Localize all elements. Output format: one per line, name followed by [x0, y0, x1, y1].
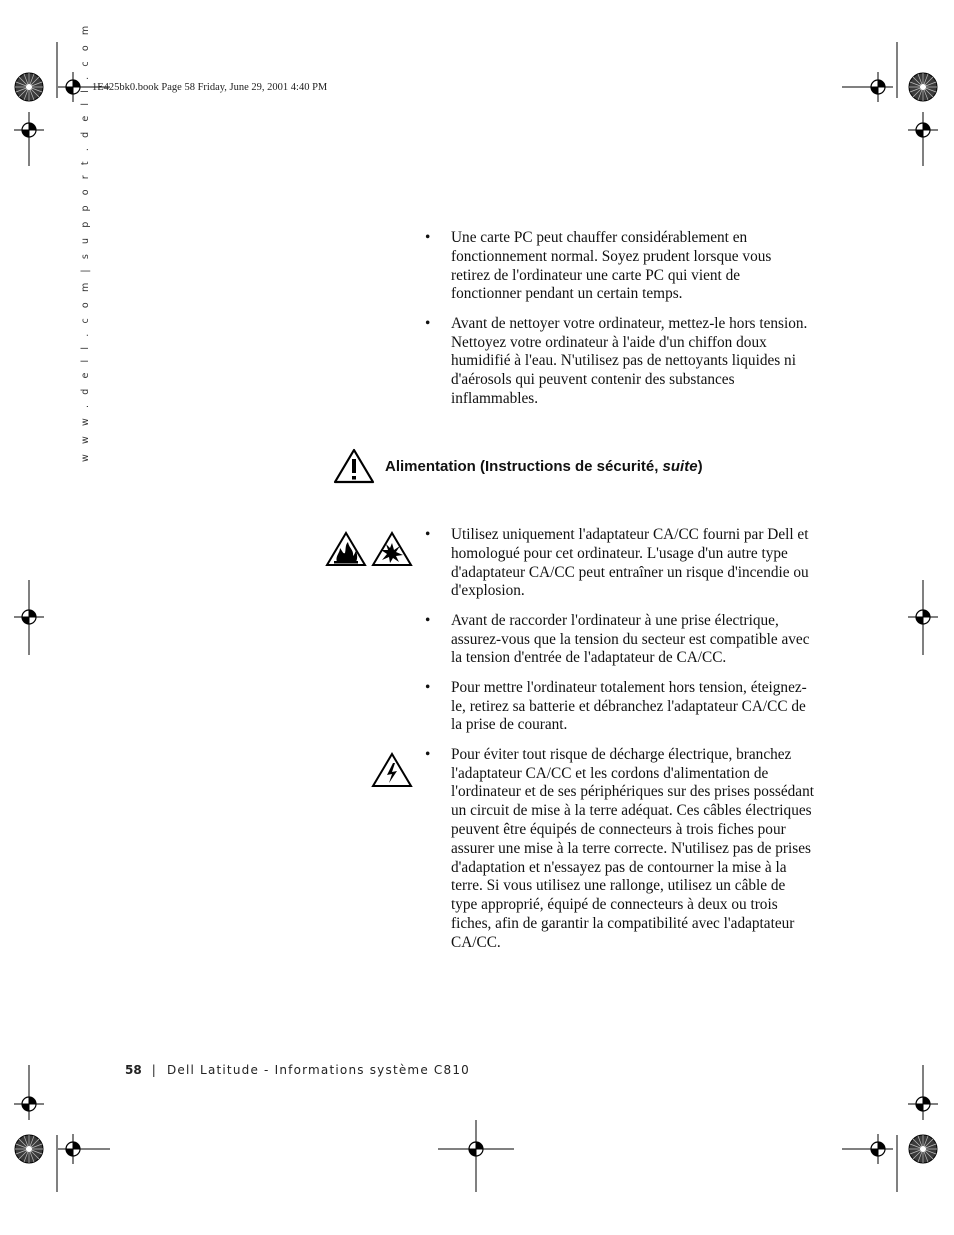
- section2-list: [424, 526, 814, 963]
- footer-separator: |: [151, 1063, 157, 1077]
- footer-title: Dell Latitude - Informations système C810: [166, 1063, 470, 1077]
- section1-list: [424, 229, 814, 419]
- list-item: • Pour éviter tout risque de décharge électrique, branchez l'adaptateur CA/CC et les cordons d'alimentation de l'ordinateur et de ses périphériques sur des prises possédant un circuit de mise à la terre adéquat. Ces câbles électriques peuvent être équipés de connecteurs à trois fiches pour assurer une mise à la terre correcte. N'utilisez pas de prises d'adaptation et n'essayez pas de contourner la mise à la terre. Si vous utilisez une rallonge, utilisez un câble de type approprié, équipé de connecteurs à deux ou trois fiches, afin de garantir la compatibilité avec l'adaptateur CA/CC.: [424, 746, 814, 953]
- list-item: • Utilisez uniquement l'adaptateur CA/CC fourni par Dell et homologué pour cet ordinateur. L'usage d'un autre type d'adaptateur CA/CC peut entraîner un risque d'incendie ou d'explosion.: [424, 526, 814, 601]
- list-item: • Avant de nettoyer votre ordinateur, mettez-le hors tension. Nettoyez votre ordinateur à l'aide d'un chiffon doux humidifié à l'eau. N'utilisez pas de nettoyants liquides ni d'aérosols qui peuvent contenir des substances inflammables.: [424, 315, 814, 409]
- page-footer: [125, 1063, 470, 1077]
- page-number: 58: [125, 1063, 142, 1077]
- section-title: Alimentation (Instructions de sécurité, suite): [385, 458, 703, 475]
- explosion-hazard-icon: [371, 531, 413, 567]
- list-item: • Avant de raccorder l'ordinateur à une prise électrique, assurez-vous que la tension du secteur est compatible avec la tension d'entrée de l'adaptateur de CA/CC.: [424, 612, 814, 668]
- list-item: • Pour mettre l'ordinateur totalement hors tension, éteignez-le, retirez sa batterie et débranchez l'adaptateur CA/CC de la prise de courant.: [424, 679, 814, 735]
- list-item: • Une carte PC peut chauffer considérablement en fonctionnement normal. Soyez prudent lorsque vous retirez de l'ordinateur une carte PC qui vient de fonctionner pendant un certain temps.: [424, 229, 814, 304]
- electric-shock-icon: [371, 752, 413, 788]
- side-url: w w w . d e l l . c o m | s u p p o r t . d e l l . c o m: [80, 22, 91, 462]
- warning-icon: [333, 448, 375, 484]
- fire-hazard-icon: [325, 531, 367, 567]
- file-info: 1E425bk0.book Page 58 Friday, June 29, 2001 4:40 PM: [92, 82, 328, 93]
